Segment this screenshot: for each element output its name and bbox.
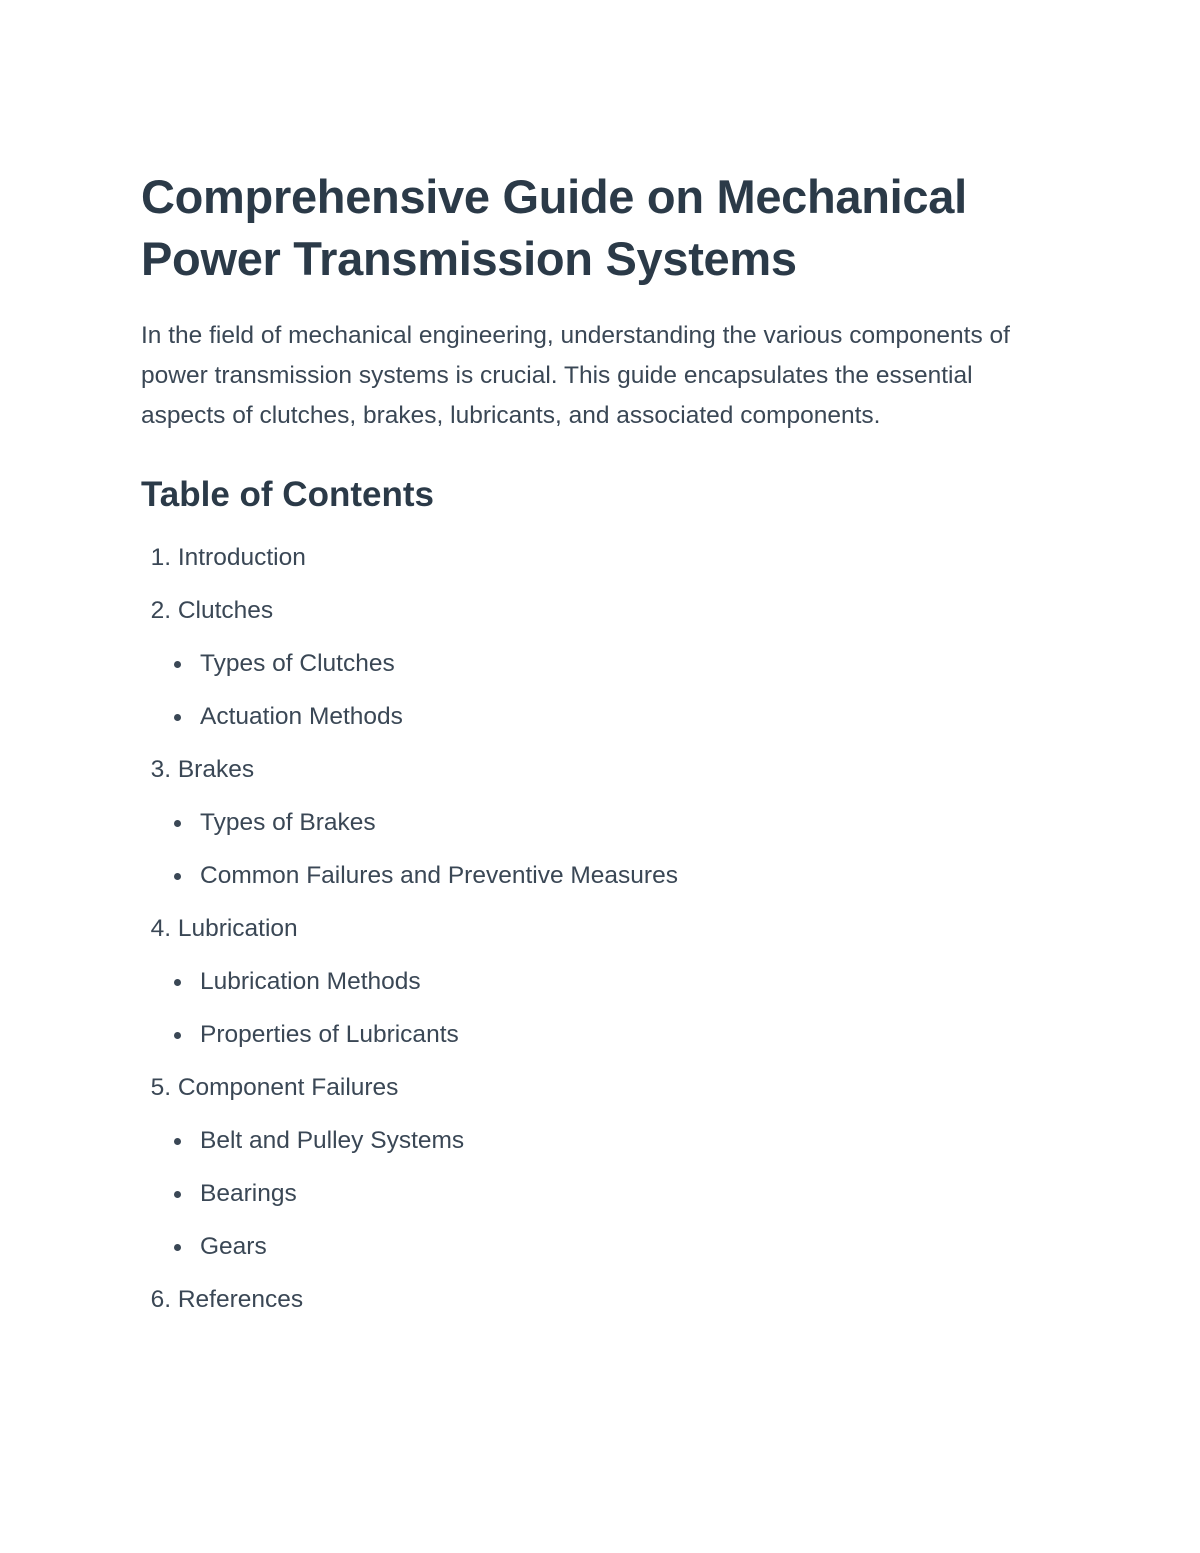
toc-label: References xyxy=(177,1286,304,1313)
toc-number: 1. xyxy=(150,544,171,571)
toc-number: 3. xyxy=(150,756,171,783)
toc-entry xyxy=(141,593,1041,629)
toc-item-component-failures xyxy=(141,1070,1041,1265)
toc-number: 4. xyxy=(150,915,171,942)
toc-entry xyxy=(141,1282,1041,1318)
toc-sub-item xyxy=(141,1017,1041,1053)
toc-sub-item xyxy=(141,1123,1041,1159)
toc-heading: Table of Contents xyxy=(141,475,434,514)
toc-sub-item xyxy=(141,805,1041,841)
toc-sub-item xyxy=(141,858,1041,894)
bullet-icon xyxy=(174,820,181,827)
toc-sub-item xyxy=(141,1229,1041,1265)
bullet-icon xyxy=(174,661,181,668)
page-title xyxy=(141,166,1041,290)
page-title-line-2: Power Transmission Systems xyxy=(141,232,797,285)
toc-sub-label: Lubrication Methods xyxy=(200,968,421,995)
toc-sub-item xyxy=(141,1176,1041,1212)
page-title-line-1: Comprehensive Guide on Mechanical xyxy=(141,170,967,223)
toc-sublist xyxy=(141,964,1041,1053)
toc-sub-label: Properties of Lubricants xyxy=(200,1021,459,1048)
toc-number: 6. xyxy=(150,1286,171,1313)
toc-sub-label: Bearings xyxy=(200,1180,297,1207)
toc-sublist xyxy=(141,646,1041,735)
toc-label: Lubrication xyxy=(177,915,298,942)
toc-entry xyxy=(141,911,1041,947)
toc-sub-label: Types of Brakes xyxy=(200,809,376,836)
bullet-icon xyxy=(174,1032,181,1039)
toc-number: 5. xyxy=(150,1074,171,1101)
toc-sublist xyxy=(141,1123,1041,1265)
toc-entry xyxy=(141,1070,1041,1106)
toc-item-introduction xyxy=(141,540,1041,576)
toc-sub-label: Types of Clutches xyxy=(200,650,395,677)
document-content xyxy=(141,166,1041,1335)
bullet-icon xyxy=(174,873,181,880)
bullet-icon xyxy=(174,1138,181,1145)
toc-item-clutches xyxy=(141,593,1041,735)
toc-label: Introduction xyxy=(177,544,306,571)
toc-label: Clutches xyxy=(177,597,274,624)
bullet-icon xyxy=(174,714,181,721)
intro-paragraph: In the field of mechanical engineering, understanding the various components of power transmission systems is crucial. This guide encapsulates the essential aspects of clutches, brakes, lubricants, and associated components. xyxy=(141,322,1010,429)
toc-sub-label: Actuation Methods xyxy=(200,703,403,730)
toc-number: 2. xyxy=(150,597,171,624)
toc-sub-item xyxy=(141,964,1041,1000)
toc-entry xyxy=(141,540,1041,576)
toc-label: Component Failures xyxy=(177,1074,399,1101)
toc-sub-label: Belt and Pulley Systems xyxy=(200,1127,465,1154)
toc-sublist xyxy=(141,805,1041,894)
bullet-icon xyxy=(174,979,181,986)
toc-label: Brakes xyxy=(177,756,255,783)
toc-sub-item xyxy=(141,699,1041,735)
toc-item-lubrication xyxy=(141,911,1041,1053)
toc-sub-item xyxy=(141,646,1041,682)
toc-sub-label: Common Failures and Preventive Measures xyxy=(200,862,678,889)
bullet-icon xyxy=(174,1244,181,1251)
table-of-contents xyxy=(141,540,1041,1318)
bullet-icon xyxy=(174,1191,181,1198)
toc-item-brakes xyxy=(141,752,1041,894)
toc-entry xyxy=(141,752,1041,788)
toc-item-references xyxy=(141,1282,1041,1318)
toc-sub-label: Gears xyxy=(200,1233,267,1260)
